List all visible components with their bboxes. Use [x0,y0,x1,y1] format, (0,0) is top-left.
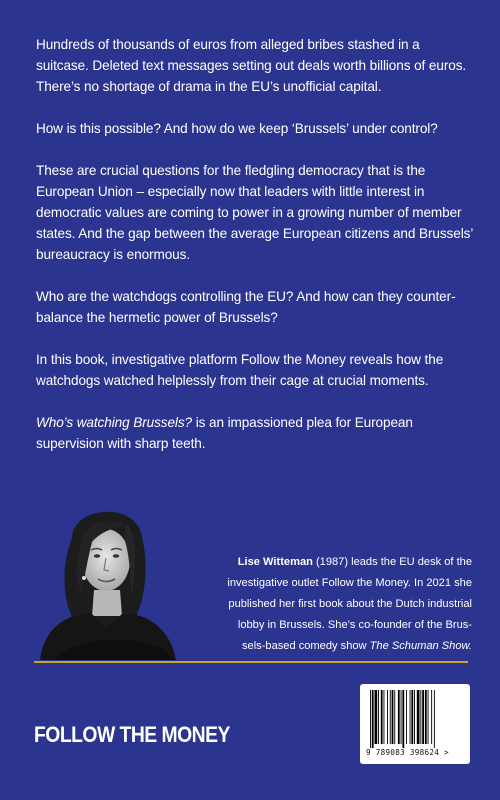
back-cover-blurb [36,34,476,475]
bio-line-1 [150,552,472,573]
publisher-logo: FOLLOW THE MONEY [34,722,230,747]
bio-line-5-text: sels-based comedy show [241,640,370,652]
blurb-paragraph-5: In this book, investigative platform Follow the Money reveals how the watchdogs watched helplessly from their cage at crucial moments. [36,352,444,388]
blurb-paragraph-3: These are crucial questions for the fledgling democracy that is the European Union – especially now that leaders with little interest in democratic values are coming to power in a growing number of member states. And the gap between the average European citizens and Brussels’ bureaucracy is enormous. [36,163,473,262]
author-name: Lise Witteman [237,556,313,568]
isbn-barcode [360,684,470,764]
isbn-number: 9 789083 398624 > [366,748,449,757]
bio-line-5 [150,636,472,657]
blurb-paragraph-6 [36,412,476,454]
comedy-show-title: The Schuman Show. [369,640,472,652]
bio-line-1-text: (1987) leads the EU desk of the [312,556,472,568]
book-title: Who’s watching Brussels? [36,415,193,430]
bio-line-2: investigative outlet Follow the Money. In 2021 she [227,577,472,589]
blurb-paragraph-6-text: is an impassioned plea for European supervision with sharp teeth. [36,415,413,451]
bio-line-3: published her first book about the Dutch industrial [228,598,472,610]
blurb-paragraph-1: Hundreds of thousands of euros from alleged bribes stashed in a suitcase. Deleted text messages setting out deals worth billions of euros. There’s no shortage of drama in the EU’s unofficial capital. [36,37,467,94]
bio-line-4: lobby in Brussels. She’s co-founder of the Brus- [237,619,472,631]
blurb-paragraph-2: How is this possible? And how do we keep ‘Brussels’ under control? [36,121,438,136]
gold-divider [34,661,468,663]
blurb-paragraph-4: Who are the watchdogs controlling the EU? And how can they counterbalance the hermetic power of Brussels? [36,289,456,325]
barcode-bars [368,690,462,748]
author-bio [150,552,472,657]
